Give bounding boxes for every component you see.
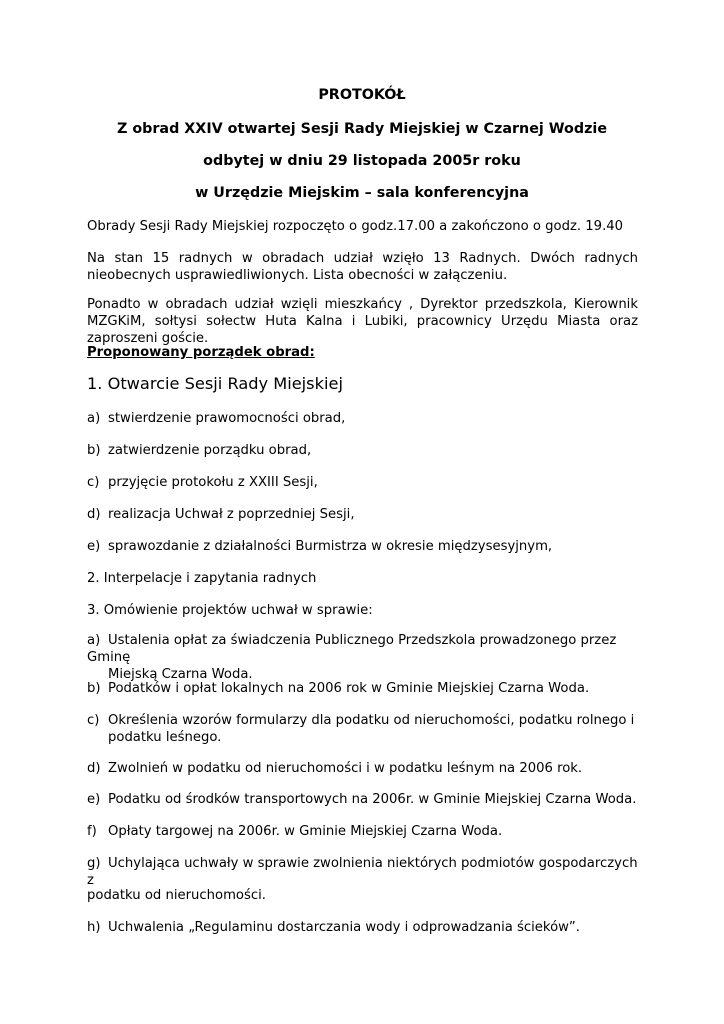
agenda-section-2: 2. Interpelacje i zapytania radnych [87, 571, 317, 586]
document-subtitle-session: Z obrad XXIV otwartej Sesji Rady Miejskiej w Czarnej Wodzie [116, 121, 608, 137]
item-label: a) [87, 411, 101, 426]
item-text: zatwierdzenie porządku obrad, [108, 443, 312, 458]
item-text: Podatku od środków transportowych na 2006r. w Gminie Miejskiej Czarna Woda. [108, 792, 637, 807]
item-label: b) [87, 681, 101, 696]
agenda-item-3c [87, 712, 638, 746]
item-text: Zwolnień w podatku od nieruchomości i w podatku leśnym na 2006 rok. [108, 761, 583, 776]
agenda-item-1b [87, 442, 638, 459]
agenda-item-3h [87, 919, 638, 936]
item-text: sprawozdanie z działalności Burmistrza w okresie międzysesyjnym, [108, 539, 553, 554]
item-text: Podatków i opłat lokalnych na 2006 rok w Gminie Miejskiej Czarna Woda. [108, 681, 590, 696]
document-title: PROTOKÓŁ [318, 87, 406, 103]
agenda-item-3d [87, 760, 638, 777]
item-label: c) [87, 475, 100, 490]
agenda-item-3g [87, 855, 638, 889]
agenda-item-3f [87, 823, 638, 840]
item-label: d) [87, 507, 101, 522]
item-text: Uchwalenia „Regulaminu dostarczania wody i odprowadzania ścieków”. [108, 920, 580, 935]
agenda-item-3a [87, 632, 638, 683]
item-text: Określenia wzorów formularzy dla podatku od nieruchomości, podatku rolnego i [108, 713, 635, 728]
paragraph-attendance: Na stan 15 radnych w obradach udział wzięło 13 Radnych. Dwóch radnych nieobecnych usprawiedliwionych. Lista obecności w załączeniu. [87, 251, 638, 283]
agenda-item-1c [87, 474, 638, 491]
document-subtitle-location: w Urzędzie Miejskim – sala konferencyjna [195, 185, 529, 201]
item-text-continued: Miejską Czarna Woda. [108, 667, 253, 682]
agenda-item-3e [87, 791, 638, 808]
paragraph-session-time: Obrady Sesji Rady Miejskiej rozpoczęto o godz.17.00 a zakończono o godz. 19.40 [87, 219, 624, 234]
item-text: realizacja Uchwał z poprzedniej Sesji, [108, 507, 355, 522]
paragraph-guests: Ponadto w obradach udział wzięli mieszkańcy , Dyrektor przedszkola, Kierownik MZGKiM, sołtysi sołectw Huta Kalna i Lubiki, pracownicy Urzędu Miasta oraz zaproszeni goście. [87, 297, 638, 346]
item-label: g) [87, 856, 101, 871]
agenda-item-1e [87, 538, 638, 555]
item-label: c) [87, 713, 100, 728]
agenda-item-3b [87, 680, 638, 697]
item-label: a) [87, 633, 101, 648]
item-label: h) [87, 920, 101, 935]
item-text-continued: podatku leśnego. [108, 730, 222, 745]
document-subtitle-date: odbytej w dniu 29 listopada 2005r roku [203, 153, 521, 169]
agenda-section-1: 1. Otwarcie Sesji Rady Miejskiej [87, 374, 343, 393]
item-text: Uchylająca uchwały w sprawie zwolnienia niektórych podmiotów gospodarczych z [87, 856, 638, 888]
agenda-item-1d [87, 506, 638, 523]
item-label: b) [87, 443, 101, 458]
agenda-item-3g-continued: podatku od nieruchomości. [87, 888, 266, 903]
item-label: e) [87, 792, 101, 807]
item-label: f) [87, 824, 97, 839]
item-text: Ustalenia opłat za świadczenia Publicznego Przedszkola prowadzonego przez Gminę [87, 633, 617, 665]
agenda-section-3: 3. Omówienie projektów uchwał w sprawie: [87, 603, 373, 618]
agenda-heading: Proponowany porządek obrad: [87, 345, 315, 360]
item-text: przyjęcie protokołu z XXIII Sesji, [108, 475, 318, 490]
agenda-item-1a [87, 410, 638, 427]
item-text: Opłaty targowej na 2006r. w Gminie Miejskiej Czarna Woda. [108, 824, 503, 839]
item-text: stwierdzenie prawomocności obrad, [108, 411, 346, 426]
item-label: d) [87, 761, 101, 776]
item-label: e) [87, 539, 101, 554]
